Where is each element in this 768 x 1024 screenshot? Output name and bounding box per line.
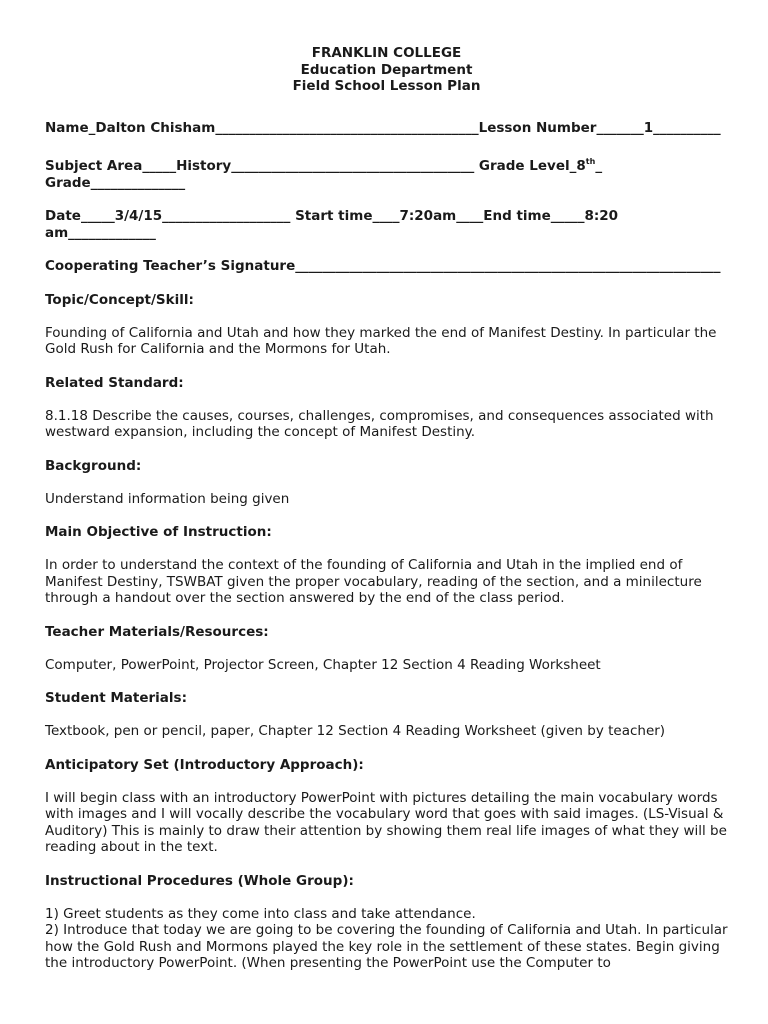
grade-superscript: th [585,156,596,166]
section-heading: Topic/Concept/Skill: [45,291,194,308]
department-title: Education Department [300,61,473,78]
section-heading: Related Standard: [45,374,184,391]
section-body: I will begin class with an introductory PowerPoint with pictures detailing the main vocabulary words with images and I will vocally describe the vocabulary word that goes with said images. (LS-Visual & Auditory) This is mainly to draw their attention by showing them real life images of what they will be reading about in the text. [45,789,732,855]
college-title: FRANKLIN COLLEGE [311,45,462,61]
section-heading: Background: [45,457,142,474]
section-anticipatory-set [45,756,732,856]
subject-grade-line [45,153,728,192]
grade-tail: _ Grade______________ [45,157,607,191]
section-body: In order to understand the context of the founding of California and Utah in the implied end of Manifest Destiny, TSWBAT given the proper vocabulary, reading of the section, and a minilecture through a handout over the section answered by the end of the class period. [45,557,707,606]
signature-label: Cooperating Teacher’s Signature [45,257,296,274]
subject-value: _____History____________________________________ [142,157,475,174]
section-instructional-procedures [45,873,728,972]
date-label: Date [45,207,81,224]
grade-value: _8 [569,157,586,174]
subject-label: Subject Area [45,157,143,174]
section-background [45,458,728,508]
lesson-label: Lesson Number [478,119,597,136]
section-main-objective [45,524,728,607]
section-topic [45,292,728,358]
section-heading: Teacher Materials/Resources: [45,623,269,640]
section-heading: Instructional Procedures (Whole Group): [45,872,354,889]
signature-value: _______________________________________________________________ [295,257,721,274]
section-heading: Main Objective of Instruction: [45,524,272,540]
signature-line [45,258,728,275]
date-time-line [45,208,728,242]
date-value: _____3/4/15___________________ [80,207,291,224]
end-time-label: End time [483,207,551,224]
section-related-standard [45,375,728,441]
section-teacher-materials [45,624,728,674]
document-header [45,45,728,95]
name-value: _Dalton Chisham_______________________________________ [88,119,479,136]
section-heading: Student Materials: [45,690,187,706]
section-body: Understand information being given [45,490,290,507]
section-body: 1) Greet students as they come into class and take attendance. 2) Introduce that today we are going to be covering the founding of California and Utah. In particular how the Gold Rush and Mormons played the key role in the settlement of these states. Begin giving the introductory PowerPoint. (When presenting the PowerPoint use the Computer to [45,905,728,971]
section-body: Founding of California and Utah and how they marked the end of Manifest Destiny. In particular the Gold Rush for California and the Mormons for Utah. [45,324,721,357]
lesson-value: _______1__________ [596,119,721,136]
name-lesson-line [45,120,728,137]
section-body: Computer, PowerPoint, Projector Screen, Chapter 12 Section 4 Reading Worksheet [45,656,601,673]
section-body: 8.1.18 Describe the causes, courses, challenges, compromises, and consequences associated with westward expansion, including the concept of Manifest Destiny. [45,407,718,440]
end-time-value: _____8:20 am_____________ [45,207,623,241]
section-heading: Anticipatory Set (Introductory Approach): [45,756,364,773]
start-time-value: ____7:20am____ [372,207,484,224]
section-student-materials [45,690,728,740]
name-label: Name [45,119,89,136]
grade-label: Grade Level [478,157,570,174]
start-time-label: Start time [295,207,373,224]
plan-type-title: Field School Lesson Plan [292,78,481,94]
section-body: Textbook, pen or pencil, paper, Chapter 12 Section 4 Reading Worksheet (given by teacher) [45,723,666,739]
